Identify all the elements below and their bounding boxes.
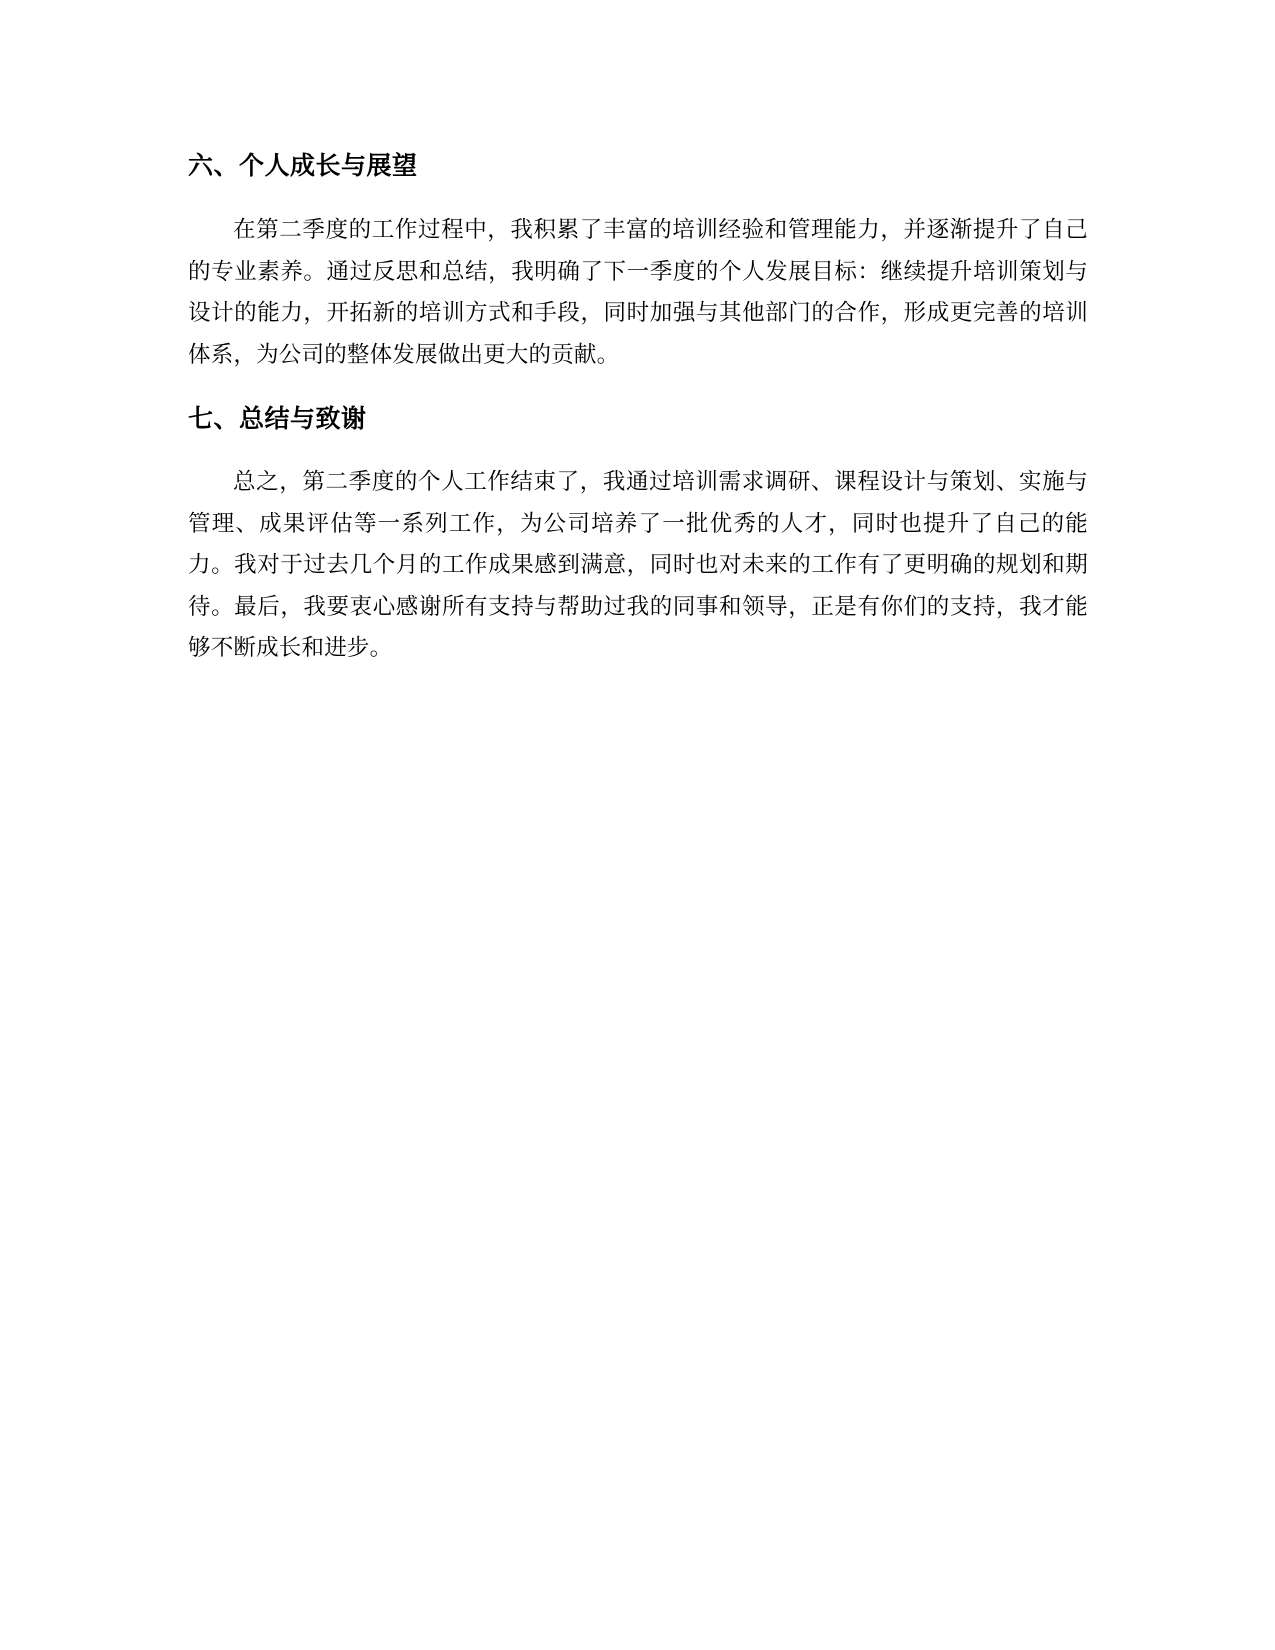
section-heading-summary-thanks: 七、总结与致谢 [188,404,367,433]
section-paragraph-personal-growth: 在第二季度的工作过程中，我积累了丰富的培训经验和管理能力，并逐渐提升了自己的专业素养。通过反思和总结，我明确了下一季度的个人发展目标：继续提升培训策划与设计的能力，开拓新的培训方式和手段，同时加强与其他部门的合作，形成更完善的培训体系，为公司的整体发展做出更大的贡献。 [188,217,1088,368]
document-body [188,145,1088,670]
section-heading-personal-growth: 六、个人成长与展望 [188,151,418,180]
section-paragraph-summary-thanks: 总之，第二季度的个人工作结束了，我通过培训需求调研、课程设计与策划、实施与管理、成果评估等一系列工作，为公司培养了一批优秀的人才，同时也提升了自己的能力。我对于过去几个月的工作成果感到满意，同时也对未来的工作有了更明确的规划和期待。最后，我要衷心感谢所有支持与帮助过我的同事和领导，正是有你们的支持，我才能够不断成长和进步。 [188,469,1088,661]
